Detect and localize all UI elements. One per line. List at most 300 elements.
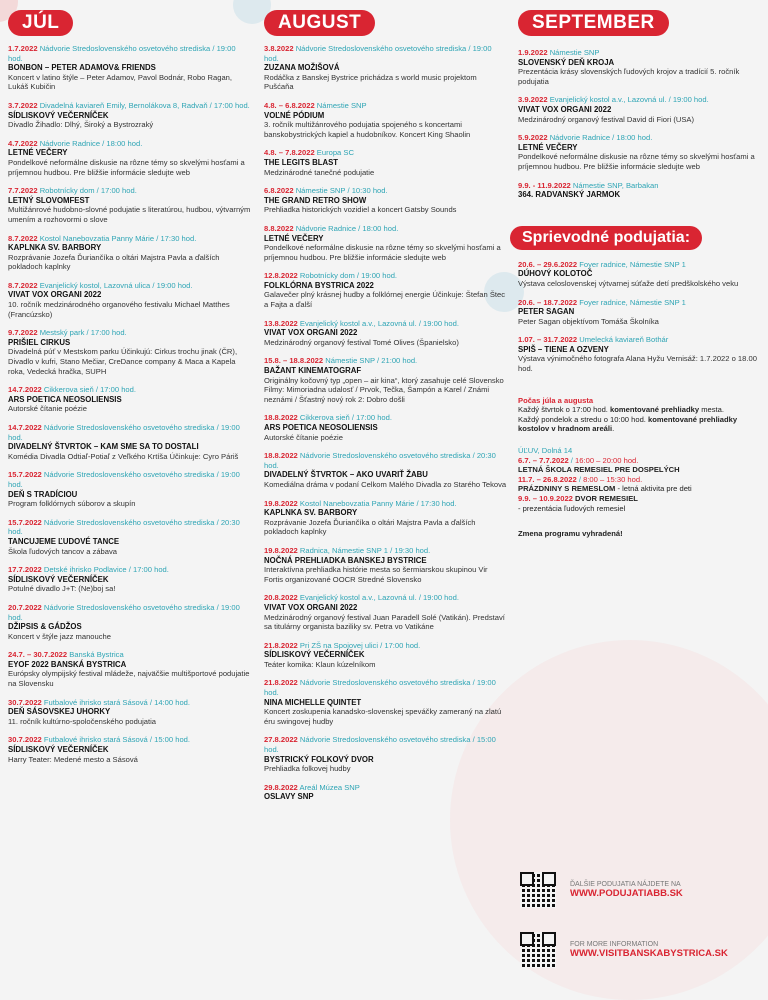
supporting-title: Sprievodné podujatia: <box>510 226 702 250</box>
event-item <box>264 271 508 309</box>
event-title: FOLKLÓRNA BYSTRICA 2022 <box>264 280 374 290</box>
event-item <box>8 518 252 556</box>
qr2-text: FOR MORE INFORMATION <box>570 941 659 948</box>
event-description: Medzinárodný organový festival Tomé Olives (Španielsko) <box>264 337 459 347</box>
separator: / <box>349 413 357 423</box>
event-header <box>264 641 508 651</box>
event-location: Námestie SNP, Barbakan <box>572 180 659 190</box>
event-date: 20.8.2022 <box>264 593 298 603</box>
event-description: Medzinárodný organový festival David di Fiori (USA) <box>518 114 694 124</box>
event-location: Nádvorie Stredoslovenského osvetového strediska <box>39 44 211 53</box>
event-date: 18.8.2022 <box>264 451 298 461</box>
event-item <box>8 328 252 376</box>
event-title: SLOVENSKÝ DEŇ KROJA <box>518 57 615 67</box>
event-date: 1.9.2022 <box>518 48 548 57</box>
event-header <box>518 95 758 105</box>
event-item <box>264 783 508 802</box>
event-date: 30.7.2022 <box>8 697 42 707</box>
event-date: 19.8.2022 <box>264 545 298 555</box>
event-location: Nádvorie Stredoslovenského osvetového strediska <box>299 735 471 745</box>
event-title: SÍDLISKOVÝ VEČERNÍČEK <box>264 650 365 660</box>
event-header <box>518 48 758 58</box>
event-description: Interaktívna prehliadka histórie mesta so šermiarskou skupinou Vir Fortis organizované OOCR Stredné Slovensko <box>264 565 488 584</box>
event-location: Evanjelický kostol, Lazovná ulica <box>39 280 151 290</box>
event-date: 18.8.2022 <box>264 413 298 423</box>
qr-block-podujatia[interactable] <box>520 872 683 908</box>
event-title: LETNÝ SLOVOMFEST <box>8 195 90 205</box>
event-header <box>518 298 758 308</box>
qr1-url[interactable]: WWW.PODUJATIABB.SK <box>570 888 683 899</box>
event-date: 27.8.2022 <box>264 735 298 745</box>
separator: / <box>147 735 155 745</box>
separator: / <box>470 678 477 688</box>
event-title: SÍDLISKOVÝ VEČERNÍČEK <box>8 745 109 755</box>
event-item <box>518 133 758 171</box>
event-location: Mestský park <box>39 328 85 338</box>
separator: / <box>214 470 221 480</box>
event-header <box>264 413 508 423</box>
event-time: 17:30 hod. <box>160 233 197 243</box>
event-date: 7.7.2022 <box>8 186 38 196</box>
event-header <box>8 186 252 196</box>
event-time: 18:00 hod. <box>362 223 399 233</box>
separator: / <box>84 328 91 338</box>
event-title: DŽIPSIS & GÁDŽOS <box>8 622 82 632</box>
uluv-note <box>518 446 758 513</box>
event-header <box>518 181 758 191</box>
event-date: 3.7.2022 <box>8 100 38 110</box>
event-location: Foyer radnice, Námestie SNP 1 <box>579 259 686 269</box>
event-location: Foyer radnice, Námestie SNP 1 <box>579 297 686 307</box>
event-location: Námestie SNP <box>325 356 375 366</box>
event-item <box>518 181 758 200</box>
uluv-row-3: 9.9. – 10.9.2022 DVOR REMESIEL <box>518 494 638 503</box>
event-header <box>8 44 252 63</box>
event-date: 30.7.2022 <box>8 735 42 745</box>
event-item <box>264 186 508 215</box>
event-location: Evanjelický kostol a.v., Lazovná ul. <box>299 593 417 603</box>
event-header <box>264 356 508 366</box>
event-title: DEŇ S TRADÍCIOU <box>8 489 78 499</box>
event-location: Námestie SNP <box>549 48 600 57</box>
separator: / <box>666 95 673 105</box>
event-time: 15:00 hod. <box>154 735 191 745</box>
event-description: Prehliadka folkovej hudby <box>264 764 351 774</box>
event-title: SÍDLISKOVÝ VEČERNÍČEK <box>8 110 109 120</box>
july-events <box>8 44 252 764</box>
separator: / <box>388 545 395 555</box>
event-date: 15.7.2022 <box>8 470 42 480</box>
event-location: Kostol Nanebovzatia Panny Márie <box>299 498 415 508</box>
event-item <box>264 735 508 773</box>
event-header <box>8 281 252 291</box>
event-description: 10. ročník medzinárodného organového festivalu Michael Matthes (Francúzsko) <box>8 300 230 319</box>
event-time: 20:30 hod. <box>264 451 496 470</box>
event-title: THE GRAND RETRO SHOW <box>264 195 367 205</box>
separator: / <box>150 280 157 290</box>
event-header <box>8 565 252 575</box>
event-title: LETNÉ VEČERY <box>518 142 578 152</box>
event-time: 17:00 hod. <box>213 100 250 110</box>
event-description: 11. ročník kultúrno-spoločenského podujatia <box>8 716 157 726</box>
qr-code-icon[interactable] <box>520 932 556 968</box>
separator: / <box>416 593 424 603</box>
separator: / <box>147 697 155 707</box>
separator: / <box>610 133 617 143</box>
event-item <box>8 385 252 414</box>
event-time: 20:30 hod. <box>8 517 240 537</box>
event-title: VOĽNÉ PÓDIUM <box>264 110 325 120</box>
supporting-section <box>518 226 758 374</box>
separator: / <box>470 735 477 745</box>
event-date: 14.7.2022 <box>8 423 42 432</box>
event-title: 364. RADVANSKÝ JARMOK <box>518 190 621 200</box>
event-title: DIVADELNÝ ŠTVRTOK – KAM SME SA TO DOSTALI <box>8 442 199 452</box>
event-description: Výstava celoslovenskej výtvarnej súťaže detí predškolského veku <box>518 278 739 288</box>
separator: / <box>94 186 101 196</box>
event-header <box>264 101 508 111</box>
event-time: 19:00 hod. <box>156 280 193 290</box>
event-description: Rozprávanie Jozefa Ďuriančíka o oltári Majstra Pavla a ďalších pokladoch kaplnky <box>8 252 220 272</box>
separator: / <box>126 565 133 575</box>
event-location: Nádvorie Stredoslovenského osvetového strediska <box>43 517 215 527</box>
event-time: 19:00 hod. <box>423 318 459 328</box>
column-september <box>518 10 758 539</box>
event-description: Teáter komika: Klaun kúzelníkom <box>264 659 376 669</box>
event-date: 9.7.2022 <box>8 328 38 338</box>
event-item <box>264 319 508 348</box>
event-description: Autorské čítanie poézie <box>8 404 87 414</box>
event-time: 19:30 hod. <box>394 545 431 555</box>
event-date: 29.8.2022 <box>264 782 298 792</box>
event-description: Prezentácia krásy slovenských ľudových krojov a tradícií 5. ročník podujatia <box>518 67 740 86</box>
event-header <box>264 735 508 754</box>
event-title: THE LEGITS BLAST <box>264 157 339 167</box>
event-title: OSLAVY SNP <box>264 792 314 802</box>
supporting-events <box>518 260 758 374</box>
event-header <box>8 101 252 111</box>
event-title: BYSTRICKÝ FOLKOVÝ DVOR <box>264 754 374 764</box>
event-time: 19:00 hod. <box>8 44 236 63</box>
separator: / <box>214 423 221 432</box>
event-description: Autorské čítanie poézie <box>264 432 343 442</box>
event-date: 15.7.2022 <box>8 517 42 527</box>
event-title: SÍDLISKOVÝ VEČERNÍČEK <box>8 574 109 584</box>
event-time: 19:00 hod. <box>264 678 496 698</box>
event-location: Detské ihrisko Podlavice <box>43 565 127 575</box>
column-august <box>264 10 508 811</box>
event-time: 19:00 hod. <box>672 95 709 105</box>
event-description: Potulné divadlo J+T: (Ne)boj sa! <box>8 584 116 594</box>
event-description: Originálny kočovný typ „open – air kina“, ktorý zasahuje celé Slovensko Filmy: Mimoriadna udalosť / Prvok, Tečka, Šampón a Karel / Známi neznámi / Šťastný nový rok 2: Dobro došli <box>264 375 504 404</box>
separator: / <box>416 318 424 328</box>
event-title: ZUZANA MOŽIŠOVÁ <box>264 63 340 73</box>
event-time: 21:00 hod. <box>381 356 418 366</box>
event-item <box>8 234 252 272</box>
august-events <box>264 44 508 802</box>
event-item <box>264 641 508 670</box>
qr2-url[interactable]: WWW.VISITBANSKABYSTRICA.SK <box>570 948 728 959</box>
event-item <box>264 101 508 139</box>
event-location: Kostol Nanebovzatia Panny Márie <box>39 233 155 243</box>
event-item <box>8 603 252 641</box>
event-header <box>8 234 252 244</box>
uluv-row-1: 6.7. – 7.7.2022 / 16:00 – 20:00 hod. <box>518 455 639 465</box>
separator: / <box>154 233 161 243</box>
event-item <box>264 224 508 262</box>
separator: / <box>470 451 477 461</box>
event-location: Pri ZŠ na Spojovej ulici <box>299 640 379 650</box>
event-time: 15:00 hod. <box>264 735 496 755</box>
separator: / <box>207 100 214 110</box>
event-time: 17:00 hod. <box>384 640 421 650</box>
event-description: Rodáčka z Banskej Bystrice prichádza s world music projektom Pušćaňa <box>264 72 477 92</box>
event-header <box>518 335 758 345</box>
event-date: 20.6. – 29.6.2022 <box>518 259 578 269</box>
event-time: 18:00 hod. <box>106 138 143 148</box>
event-header <box>264 319 508 329</box>
event-description: Pondelkové neformálne diskusie na rôzne témy so skvelými hosťami a príjemnou hudbou. Pre bližšie informácie sledujte web <box>264 243 501 262</box>
event-time: 19:00 hod. <box>8 602 240 622</box>
event-description: Rozprávanie Jozefa Ďuriančíka o oltári Majstra Pavla a ďalších pokladoch kaplnky <box>264 517 476 537</box>
event-description: Európsky olympijský festival mládeže, najväčšie multišportové podujatie na Slovensku <box>8 669 250 689</box>
event-item <box>8 565 252 594</box>
event-time: 17:00 hod. <box>100 385 136 395</box>
event-item <box>8 44 252 92</box>
event-item <box>518 298 758 327</box>
event-item <box>264 546 508 584</box>
separator: / <box>466 44 473 53</box>
event-time: 17:30 hod. <box>420 498 457 508</box>
event-title: KAPLNKA SV. BARBORY <box>264 508 358 518</box>
event-time: 17:00 hod. <box>100 186 137 196</box>
qr-block-visit[interactable] <box>520 932 728 968</box>
event-item <box>264 356 508 404</box>
event-title: NINA MICHELLE QUINTET <box>264 697 362 707</box>
event-time: 19:00 hod. <box>264 44 492 63</box>
event-title: LETNÉ VEČERY <box>264 233 324 243</box>
tours-heading: Počas júla a augusta <box>518 395 594 405</box>
event-header <box>8 698 252 708</box>
separator: / <box>356 223 363 233</box>
separator: / <box>214 602 221 612</box>
event-title: VIVAT VOX ORGANI 2022 <box>518 104 612 114</box>
event-time: 17:00 hod. <box>90 328 127 338</box>
event-date: 8.7.2022 <box>8 233 38 243</box>
event-header <box>264 499 508 509</box>
separator: / <box>345 186 352 196</box>
event-location: Námestie SNP <box>295 186 346 196</box>
event-item <box>264 44 508 92</box>
event-item <box>8 281 252 319</box>
event-location: Divadelná kaviareň Emily, Bernolákova 8, Radvaň <box>39 100 208 110</box>
event-location: Cikkerova sieň <box>43 385 94 395</box>
month-label-july: JÚL <box>8 10 73 36</box>
event-description: Výstava výnimočného fotografa Alana Hyžu Vernisáž: 1.7.2022 o 18.00 hod. <box>518 354 757 374</box>
event-description: Koncert zoskupenia kanadsko-slovenskej speváčky zameraný na zlatú éru swingovej hudby <box>264 707 502 726</box>
event-date: 19.8.2022 <box>264 498 298 508</box>
event-title: NOČNÁ PREHLIADKA BANSKEJ BYSTRICE <box>264 555 427 565</box>
event-item <box>8 650 252 688</box>
event-description: Program folklórnych súborov a skupín <box>8 499 136 509</box>
event-header <box>8 650 252 660</box>
event-item <box>518 260 758 289</box>
event-location: Nádvorie Radnice <box>39 138 101 148</box>
event-date: 9.9. - 11.9.2022 <box>518 180 571 190</box>
change-note: Zmena programu vyhradená! <box>518 529 623 539</box>
event-location: Europa SC <box>316 148 354 158</box>
event-time: 14:00 hod. <box>154 697 191 707</box>
event-title: ARS POETICA NEOSOLIENSIS <box>8 394 122 404</box>
event-date: 8.7.2022 <box>8 280 38 290</box>
event-date: 1.07. – 31.7.2022 <box>518 335 578 345</box>
event-description: Multižánrové hudobno-slovné podujatie s literatúrou, hudbou, výtvarným umením a rozhovormi o slove <box>8 205 251 224</box>
event-header <box>518 260 758 270</box>
event-title: DIVADELNÝ ŠTVRTOK – AKO UVARIŤ ŽABU <box>264 470 428 480</box>
event-description: Pondelkové neformálne diskusie na rôzne témy so skvelými hosťami a príjemnou hudbou. Pre bližšie informácie sledujte web <box>8 157 245 177</box>
event-location: Futbalové ihrisko stará Sásová <box>43 735 148 745</box>
event-header <box>264 678 508 697</box>
event-header <box>8 139 252 149</box>
event-header <box>264 148 508 158</box>
event-date: 20.6. – 18.7.2022 <box>518 297 578 307</box>
event-description: Galavečer plný krásnej hudby a folklórnej energie Účinkuje: Štefan Štec a Fajta a ďalší <box>264 290 506 310</box>
event-location: Areál Múzea SNP <box>299 782 360 792</box>
qr-code-icon[interactable] <box>520 872 556 908</box>
tours-note <box>518 396 758 434</box>
event-title: TANCUJEME ĽUDOVÉ TANCE <box>8 536 120 546</box>
event-title: KAPLNKA SV. BARBORY <box>8 243 102 253</box>
event-location: Umelecká kaviareň Bothár <box>579 335 669 345</box>
event-date: 21.8.2022 <box>264 678 298 688</box>
uluv-row-1-name: LETNÁ ŠKOLA REMESIEL PRE DOSPELÝCH <box>518 465 680 475</box>
event-header <box>264 224 508 234</box>
event-item <box>264 499 508 537</box>
event-header <box>8 385 252 395</box>
event-item <box>8 735 252 764</box>
event-location: Evanjelický kostol a.v., Lazovná ul. <box>299 318 417 328</box>
event-location: Cikkerova sieň <box>299 413 350 423</box>
event-time: 17:00 hod. <box>356 413 392 423</box>
event-description: Peter Sagan objektívom Tomáša Školníka <box>518 316 659 326</box>
event-header <box>8 328 252 338</box>
event-item <box>264 413 508 442</box>
event-location: Robotnícky dom <box>39 186 95 196</box>
event-header <box>264 451 508 470</box>
separator: / <box>214 517 221 527</box>
separator: / <box>210 44 217 53</box>
event-title: PRIŠIEL CIRKUS <box>8 337 71 347</box>
separator: / <box>93 385 101 395</box>
event-description: Koncert v latino štýle – Peter Adamov, Pavol Bodnár, Robo Ragan, Lukáš Kubičin <box>8 72 233 92</box>
uluv-row-3-desc: - prezentácia ľudových remesiel <box>518 503 626 513</box>
month-label-september: SEPTEMBER <box>518 10 669 36</box>
event-item <box>518 95 758 124</box>
event-title: ARS POETICA NEOSOLIENSIS <box>264 423 378 432</box>
event-header <box>264 546 508 556</box>
event-header <box>8 470 252 489</box>
qr1-text: ĎALŠIE PODUJATIA NÁJDETE NA <box>570 881 681 888</box>
separator: / <box>374 356 382 366</box>
uluv-row-2: 11.7. – 26.8.2022 / 8:00 – 15:30 hod. <box>518 474 643 484</box>
event-location: Nádvorie Radnice <box>295 223 357 233</box>
event-description: Komédia Divadla Odtiaľ-Potiaľ z Veľkého Krtíša Účinkuje: Cyro Páriš <box>8 451 239 461</box>
event-location: Banská Bystrica <box>69 650 124 660</box>
event-item <box>264 451 508 489</box>
event-item <box>8 101 252 130</box>
event-title: SPIŠ – TIENE A OZVENY <box>518 344 609 354</box>
event-date: 3.8.2022 <box>264 44 294 53</box>
event-item <box>518 335 758 373</box>
event-date: 14.7.2022 <box>8 385 42 395</box>
event-description: Harry Teater: Medené mesto a Sásová <box>8 754 138 764</box>
event-item <box>264 678 508 726</box>
event-description: Škola ľudových tancov a zábava <box>8 546 118 556</box>
event-time: 19:00 hod. <box>8 470 240 489</box>
event-date: 15.8. – 18.8.2022 <box>264 356 324 366</box>
event-title: VIVAT VOX ORGANI 2022 <box>8 290 102 300</box>
event-time: 19:00 hod. <box>8 423 240 442</box>
event-description: Komediálna dráma v podaní Celkom Malého Divadla zo Starého Tekova <box>264 479 507 489</box>
event-header <box>264 271 508 281</box>
event-item <box>264 148 508 177</box>
event-date: 3.9.2022 <box>518 95 548 105</box>
event-time: 19:00 hod. <box>423 593 459 603</box>
event-description: Medzinárodné tanečné podujatie <box>264 167 375 177</box>
tours-line-2: Každý pondelok a stredu o 10:00 hod. komentované prehliadky kostolov v hradnom areáli. <box>518 414 738 434</box>
event-location: Futbalové ihrisko stará Sásová <box>43 697 148 707</box>
event-date: 4.8. – 6.8.2022 <box>264 100 315 110</box>
event-description: Prehliadka historických vozidiel a koncert Gatsby Sounds <box>264 205 457 215</box>
event-location: Nádvorie Stredoslovenského osvetového strediska <box>43 470 215 480</box>
event-title: VIVAT VOX ORGANI 2022 <box>264 602 358 612</box>
event-description: Medzinárodný organový festival Juan Paradell Solé (Vatikán). Predstaví sa titulárny organista baziliky sv. Petra vo Vatikáne <box>264 612 505 632</box>
event-location: Nádvorie Radnice <box>549 133 611 143</box>
uluv-place: ÚĽUV, Dolná 14 <box>518 446 573 456</box>
event-title: BONBON – PETER ADAMOV& FRIENDS <box>8 63 156 73</box>
event-description: Koncert v štýle jazz manouche <box>8 631 111 641</box>
event-time: 17:00 hod. <box>133 565 169 575</box>
separator: / <box>414 498 421 508</box>
event-date: 5.9.2022 <box>518 133 548 143</box>
uluv-row-2-name: PRÁZDNINY S REMESLOM - letná aktivita pre deti <box>518 484 692 494</box>
september-events <box>518 48 758 200</box>
event-location: Nádvorie Stredoslovenského osvetového strediska <box>43 423 215 432</box>
event-header <box>8 603 252 622</box>
event-date: 21.8.2022 <box>264 640 298 650</box>
event-date: 4.7.2022 <box>8 138 38 148</box>
event-date: 8.8.2022 <box>264 223 294 233</box>
event-title: DEŇ SÁSOVSKEJ UHORKY <box>8 707 111 717</box>
event-item <box>8 698 252 727</box>
event-title: EYOF 2022 BANSKÁ BYSTRICA <box>8 659 127 669</box>
event-location: Robotnícky dom <box>299 271 355 281</box>
event-title: LETNÉ VEČERY <box>8 148 68 158</box>
event-location: Námestie SNP <box>316 100 367 110</box>
event-date: 1.7.2022 <box>8 44 38 53</box>
event-date: 6.8.2022 <box>264 186 294 196</box>
event-header <box>264 186 508 196</box>
event-time: 18:00 hod. <box>616 133 653 143</box>
event-time: 10:30 hod. <box>351 186 388 196</box>
event-title: BAŽANT KINEMATOGRAF <box>264 366 362 376</box>
event-item <box>8 186 252 224</box>
event-date: 20.7.2022 <box>8 602 42 612</box>
event-item <box>8 423 252 461</box>
event-item <box>8 139 252 177</box>
event-header <box>264 593 508 603</box>
month-label-august: AUGUST <box>264 10 375 36</box>
